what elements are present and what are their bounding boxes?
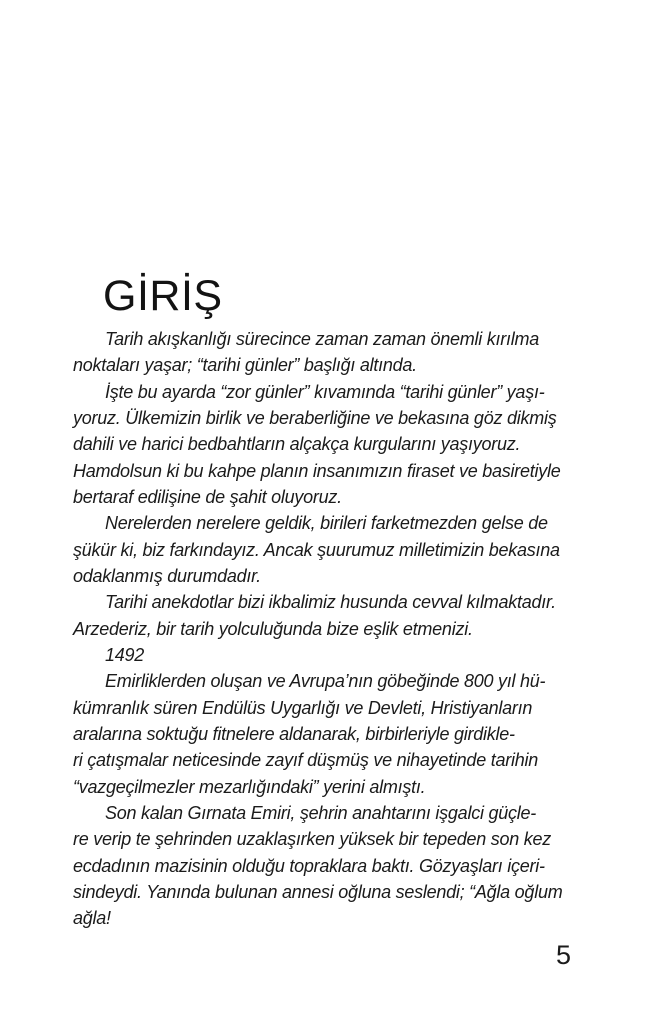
text-line: İşte bu ayarda “zor günler” kıvamında “tarihi günler” yaşı- xyxy=(105,381,545,402)
text-line: bertaraf edilişine de şahit oluyoruz. xyxy=(73,486,342,507)
text-line: “vazgeçilmezler mezarlığındaki” yerini almıştı. xyxy=(73,776,426,797)
text-line: aralarına soktuğu fitnelere aldanarak, birbirleriyle girdikle- xyxy=(73,723,515,744)
text-line: Son kalan Gırnata Emiri, şehrin anahtarını işgalci güçle- xyxy=(105,802,536,823)
text-line: odaklanmış durumdadır. xyxy=(73,565,261,586)
text-line: ağla! xyxy=(73,908,111,929)
text-line: 1492 xyxy=(105,644,145,665)
text-line: dahili ve harici bedbahtların alçakça kurgularını yaşıyoruz. xyxy=(73,434,521,455)
text-line: ri çatışmalar neticesinde zayıf düşmüş ve nihayetinde tarihin xyxy=(73,750,538,771)
text-line: ecdadının mazisinin olduğu topraklara baktı. Gözyaşları içeri- xyxy=(73,855,545,876)
text-line: yoruz. Ülkemizin birlik ve beraberliğine ve bekasına göz dikmiş xyxy=(73,407,557,428)
text-line: Nerelerden nerelere geldik, birileri farketmezden gelse de xyxy=(105,513,548,534)
text-line: Arzederiz, bir tarih yolculuğunda bize eşlik etmenizi. xyxy=(73,618,473,639)
text-line: kümranlık süren Endülüs Uygarlığı ve Devleti, Hristiyanların xyxy=(73,697,533,718)
text-line: noktaları yaşar; “tarihi günler” başlığı altında. xyxy=(73,355,417,376)
body-text xyxy=(73,326,618,932)
page-number: 5 xyxy=(556,940,572,970)
text-line: re verip te şehrinden uzaklaşırken yüksek bir tepeden son kez xyxy=(73,829,552,850)
chapter-title: GİRİŞ xyxy=(103,271,223,320)
text-line: sindeydi. Yanında bulunan annesi oğluna seslendi; “Ağla oğlum xyxy=(73,881,563,902)
text-line: Hamdolsun ki bu kahpe planın insanımızın firaset ve basiretiyle xyxy=(73,460,561,481)
text-line: şükür ki, biz farkındayız. Ancak şuurumuz milletimizin bekasına xyxy=(73,539,560,560)
text-line: Tarih akışkanlığı sürecince zaman zaman önemli kırılma xyxy=(105,329,540,349)
text-line: Tarihi anekdotlar bizi ikbalimiz husunda cevval kılmaktadır. xyxy=(105,592,556,613)
text-line: Emirliklerden oluşan ve Avrupa’nın göbeğinde 800 yıl hü- xyxy=(105,671,546,692)
